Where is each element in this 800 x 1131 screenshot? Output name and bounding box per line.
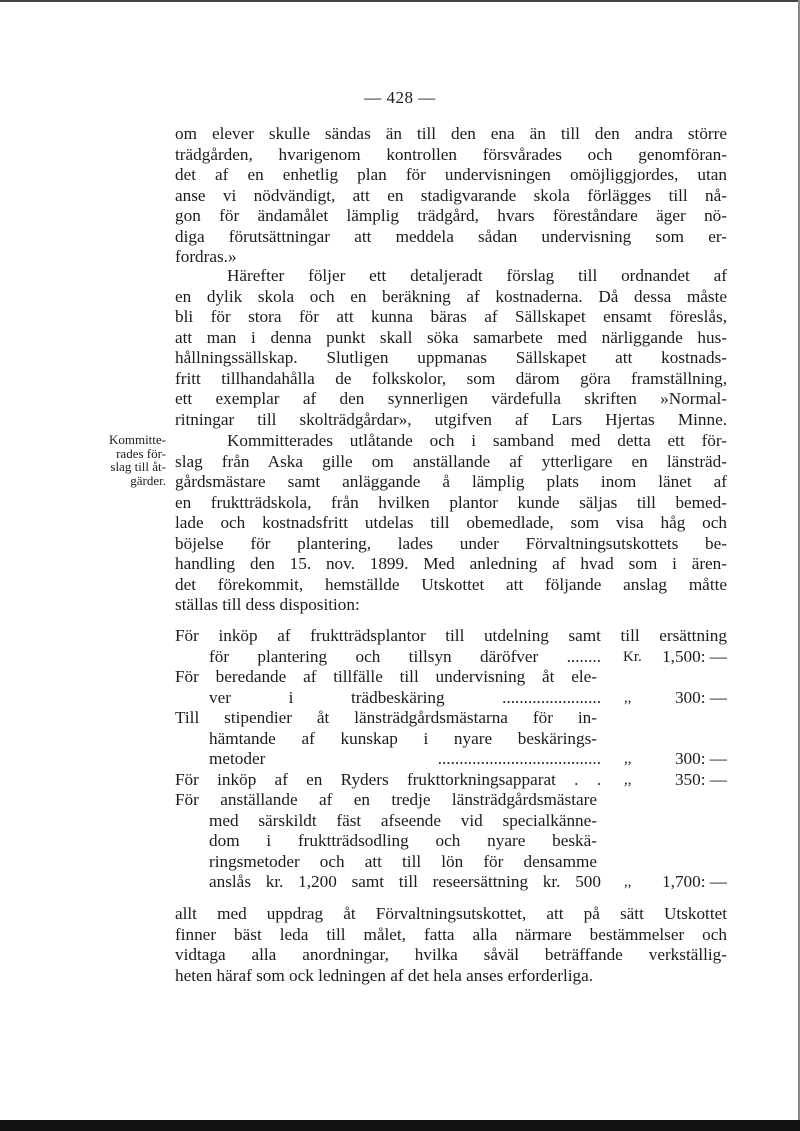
text-line: fordras.»	[175, 247, 237, 266]
grant-line	[175, 831, 727, 852]
page-number: — 428 —	[364, 88, 436, 107]
grant-line	[175, 626, 727, 647]
grant-text: hämtande af kunskap i nyare beskärings-	[209, 728, 597, 748]
text-line: Härefter följer ett detaljeradt förslag till ordnandet af	[227, 266, 727, 285]
scan-edge-top	[0, 0, 800, 2]
text-line: anse vi nödvändigt, att en stadigvarande skola förlägges till nå-	[175, 185, 727, 205]
grant-text: dom i fruktträdsodling och nyare beskä-	[209, 831, 597, 850]
grant-text: För inköp af en Ryders frukttorkningsapparat . .	[175, 769, 601, 789]
grant-line	[175, 811, 727, 832]
grant-ditto: ,,	[624, 751, 632, 767]
paragraph-committee	[175, 431, 727, 616]
grant-ditto: ,,	[624, 874, 632, 890]
text-line: ställas till dess disposition:	[175, 595, 360, 614]
grant-text: ringsmetoder och att till lön för densamme	[209, 851, 597, 871]
grant-text: metoder ......................................	[209, 749, 601, 768]
paragraph-continuation	[175, 124, 727, 268]
margin-note-line: slag till åt-	[110, 459, 166, 474]
grant-line	[175, 872, 727, 893]
grant-amount: 350: —	[674, 769, 727, 789]
text-line: lade och kostnadsfritt utdelas till obemedlade, som visa håg och	[175, 513, 727, 532]
text-line: det af en enhetlig plan för undervisningen omöjliggjordes, utan	[175, 165, 727, 184]
text-line: finner bäst leda till målet, fatta alla närmare bestämmelser och	[175, 924, 727, 944]
grant-ditto: ,,	[624, 689, 632, 706]
grant-currency: Kr.	[623, 648, 642, 665]
grant-amount: 300: —	[674, 687, 727, 707]
text-line: diga förutsättningar att meddela sådan undervisning som er-	[175, 226, 727, 246]
text-line: en fruktträdskola, från hvilken plantor kunde säljas till bemed-	[175, 492, 727, 512]
text-line: böjelse för plantering, lades under Förvaltningsutskottets be-	[175, 533, 727, 553]
grant-text: För inköp af fruktträdsplantor till utdelning samt till ersättning	[175, 626, 727, 645]
margin-note-line: Kommitte-	[108, 432, 166, 447]
text-line: att man i denna punkt skall söka samarbete med närliggande hus-	[175, 327, 727, 347]
grant-line	[175, 770, 727, 791]
text-line: bli för stora för att kunna bäras af Sällskapet ensamt föreslås,	[175, 307, 727, 326]
text-line: fritt tillhandahålla de folkskolor, som därom göra framställning,	[175, 368, 727, 388]
grant-text: för plantering och tillsyn däröfver ........	[209, 646, 601, 666]
grant-ditto: ,,	[624, 771, 632, 788]
paragraph-closing	[175, 904, 727, 986]
grants-list	[175, 626, 727, 893]
text-line: trädgården, hvarigenom kontrollen försvårades och genomföran-	[175, 144, 727, 164]
margin-note-line: gärder.	[130, 472, 166, 488]
scan-edge-bottom	[0, 1120, 800, 1131]
text-line: vidtaga alla anordningar, hvilka såväl beträffande verkställig-	[175, 945, 727, 964]
text-line: heten häraf som ock ledningen af det hela anses erforderliga.	[175, 965, 594, 985]
grant-text: anslås kr. 1,200 samt till reseersättning kr. 500	[209, 872, 601, 891]
grant-amount: 300: —	[674, 749, 727, 768]
grant-line	[175, 688, 727, 709]
text-line: slag från Aska gille om anställande af ytterligare en länsträd-	[175, 451, 727, 471]
grant-text: För beredande af tillfälle till undervisning åt ele-	[175, 667, 597, 686]
text-line: gårdsmästare samt anläggande å lämplig plats inom länet af	[175, 472, 727, 491]
text-line: ritningar till skolträdgårdar», utgifven af Lars Hjertas Minne.	[175, 409, 727, 429]
margin-note	[88, 433, 166, 487]
text-line: hållningssällskap. Slutligen uppmanas Sällskapet att kostnads-	[175, 348, 727, 367]
text-line: allt med uppdrag åt Förvaltningsutskottet, att på sätt Utskottet	[175, 904, 727, 923]
grant-line	[175, 667, 727, 688]
text-line: om elever skulle sändas än till den ena än till den andra större	[175, 124, 727, 143]
text-line: en dylik skola och en beräkning af kostnaderna. Då dessa måste	[175, 286, 727, 306]
margin-note-line: rades för-	[116, 445, 166, 461]
grant-line	[175, 708, 727, 729]
grant-line	[175, 790, 727, 811]
text-line: Kommitterades utlåtande och i samband med detta ett för-	[227, 431, 727, 450]
grant-text: Till stipendier åt länsträdgårdsmästarna för in-	[175, 708, 597, 727]
grant-amount: 1,700: —	[662, 872, 727, 891]
grant-text: ver i trädbeskäring .......................	[209, 687, 601, 707]
text-line: gon för ändamålet lämplig trädgård, hvars föreståndare äger nö-	[175, 206, 727, 225]
grant-line	[175, 852, 727, 873]
grant-line	[175, 729, 727, 750]
paragraph-proposal	[175, 266, 727, 430]
text-line: handling den 15. nov. 1899. Med anledning af hvad som i ären-	[175, 554, 727, 573]
text-line: det förekommit, hemställde Utskottet att följande anslag måtte	[175, 574, 727, 594]
grant-line	[175, 647, 727, 668]
text-line: ett exemplar af den synnerligen värdefulla skriften »Normal-	[175, 389, 727, 408]
grant-text: med särskildt fäst afseende vid specialkänne-	[209, 810, 597, 830]
grant-amount: 1,500: —	[662, 646, 727, 666]
grant-text: För anställande af en tredje länsträdgårdsmästare	[175, 790, 597, 809]
grant-line	[175, 749, 727, 770]
